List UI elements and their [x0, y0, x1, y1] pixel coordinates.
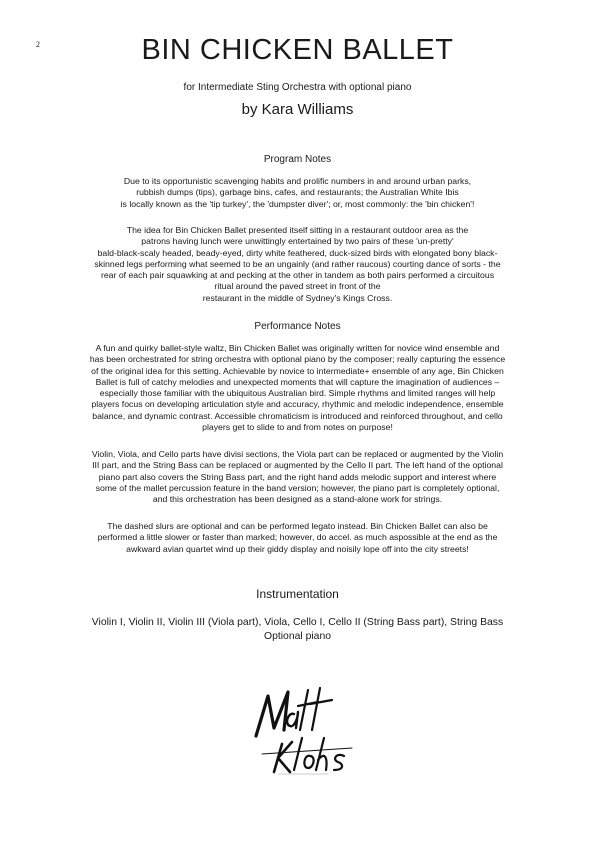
text-line: has been orchestrated for string orchestra with optional piano by the composer; really capturing the essence — [89, 354, 506, 365]
text-line: The idea for Bin Chicken Ballet presented itself sitting in a restaurant outdoor area as the — [126, 225, 469, 235]
text-line: Ballet is full of catchy melodies and unexpected moments that will capture the imagination of audiences – — [95, 376, 500, 387]
text-line: patrons having lunch were unwittingly entertained by two pairs of these 'un-pretty' — [141, 236, 454, 247]
text-line: some of the mallet percussion feature in the band version; however, the piano part is completely optional, — [95, 482, 500, 493]
text-line: performed a little slower or faster than marked; however, do accel. as much aspossible at the end as the — [97, 532, 498, 543]
performance-notes-paragraph-1 — [44, 343, 551, 433]
text-line: restaurant in the middle of Sydney's Kings Cross. — [202, 292, 393, 303]
performance-notes-paragraph-3 — [44, 521, 551, 555]
program-notes-heading: Program Notes — [263, 154, 332, 165]
composer-logo — [248, 684, 358, 776]
text-line: Due to its opportunistic scavenging habits and prolific numbers in and around urban parks, — [123, 176, 472, 186]
text-line: especially those familiar with the ubiquitous Australian bird. Simple rhythms and limited ranges will help — [99, 388, 496, 399]
instrumentation-list: Violin I, Violin II, Violin III (Viola part), Viola, Cello I, Cello II (String Bass part), String Bass — [91, 617, 504, 628]
program-notes-paragraph-2 — [44, 225, 551, 304]
text-line: A fun and quirky ballet-style waltz, Bin Chicken Ballet was originally written for novice wind ensemble and — [95, 343, 500, 353]
text-line: players focus on developing articulation style and accuracy, rhythmic and melodic independence, ensemble — [91, 399, 504, 410]
text-line: of the original idea for this setting. Achievable by novice to intermediate+ ensemble of any age, Bin Chicken — [91, 365, 504, 376]
performance-notes-paragraph-2 — [44, 449, 551, 505]
program-notes-paragraph-1 — [44, 176, 551, 210]
text-line: awkward avian quartet wind up their giddy display and noisily lope off into the city streets! — [126, 543, 469, 554]
text-line: players get to slide to and from notes on purpose! — [202, 422, 393, 433]
text-line: Violin, Viola, and Cello parts have divisi sections, the Viola part can be replaced or augmented by the Violin — [91, 449, 504, 459]
instrumentation-heading: Instrumentation — [256, 587, 339, 601]
text-line: rubbish dumps (tips), garbage bins, cafes, and restaurants; the Australian White Ibis — [136, 187, 459, 198]
score-subtitle: for Intermediate Sting Orchestra with optional piano — [183, 82, 412, 93]
text-line: rear of each pair squawking at and pecking at the other in tandem as both pairs performed a circuitous — [100, 270, 495, 281]
text-line: piano part also covers the String Bass part, and the right hand adds melodic support and interest where — [98, 471, 497, 482]
text-line: balance, and dynamic contrast. Accessible chromaticism is introduced and reinforced throughout, and cello — [92, 410, 503, 421]
text-line: III part, and the String Bass can be replaced or augmented by the Cello II part. The left hand of the optional — [92, 460, 503, 471]
page-number: 2 — [36, 40, 40, 49]
instrumentation-optional: Optional piano — [263, 631, 331, 642]
text-line: The dashed slurs are optional and can be performed legato instead. Bin Chicken Ballet can also be — [107, 521, 488, 531]
composer-credit: by Kara Williams — [241, 101, 354, 118]
text-line: bald-black-scaly headed, beady-eyed, dirty white feathered, duck-sized birds with elongated bony black- — [97, 247, 498, 258]
performance-notes-heading: Performance Notes — [254, 321, 341, 332]
text-line: skinned legs performing what seemed to be an ungainly (and rather raucous) courting dance of sorts - the — [94, 258, 501, 269]
score-title: BIN CHICKEN BALLET — [141, 34, 454, 66]
text-line: is locally known as the 'tip turkey', the 'dumpster diver'; or, most commonly: the 'bin chicken'! — [120, 198, 475, 209]
text-line: and this orchestration has been designed as a stand-alone work for strings. — [152, 494, 443, 505]
text-line: ritual around the paved street in front of the — [214, 281, 381, 292]
